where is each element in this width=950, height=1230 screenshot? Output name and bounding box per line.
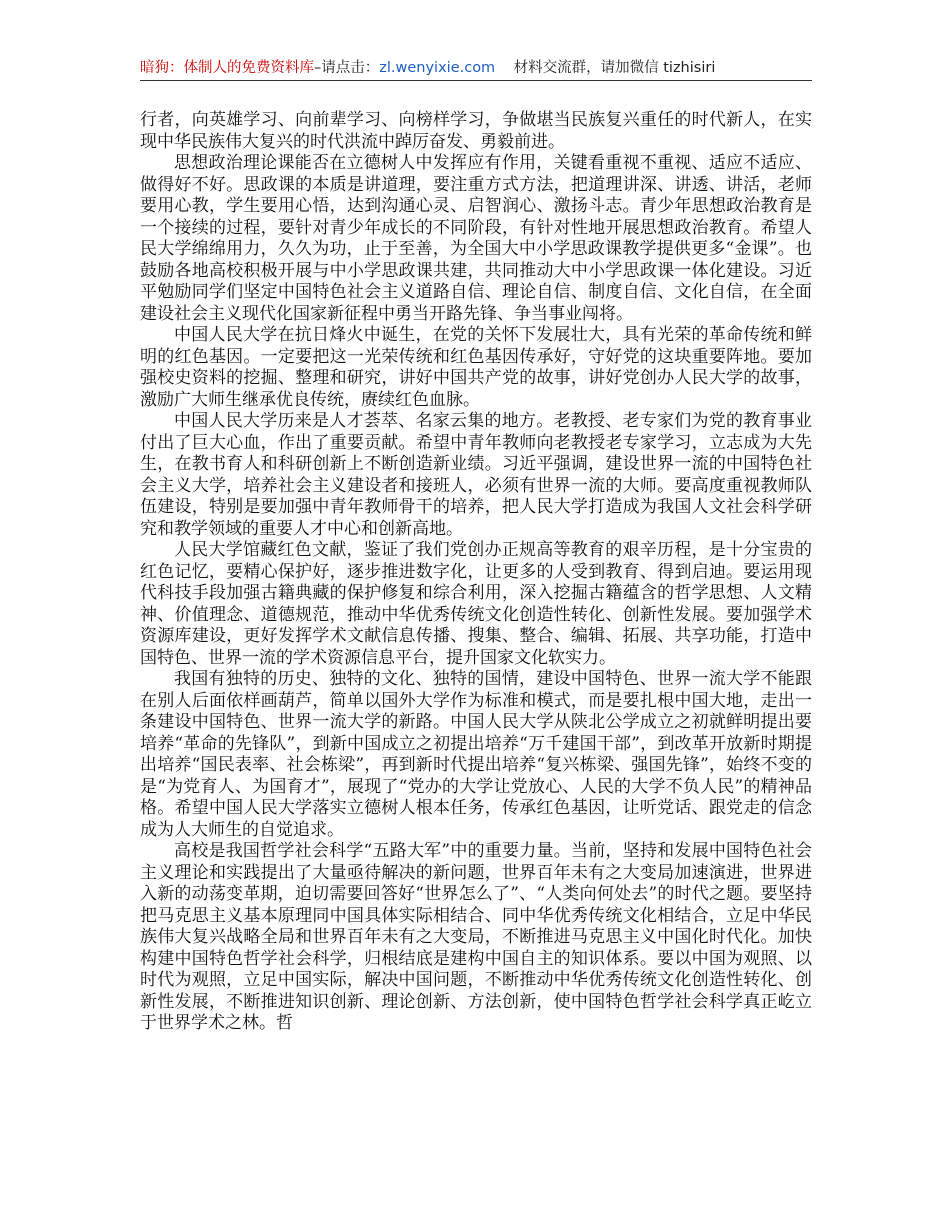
paragraph: 我国有独特的历史、独特的文化、独特的国情，建设中国特色、世界一流大学不能跟在别人后面依样画葫芦，简单以国外大学作为标准和模式，而是要扎根中国大地，走出一条建设中国特色、世界一流大学的新路。中国人民大学从陕北公学成立之初就鲜明提出要培养“革命的先锋队”，到新中国成立之初提出培养“万千建国干部”，到改革开放新时期提出培养“国民表率、社会栋梁”，再到新时代提出培养“复兴栋梁、强国先锋”，始终不变的是“为党育人、为国育才”，展现了“党办的大学让党放心、人民的大学不负人民”的精神品格。希望中国人民大学落实立德树人根本任务，传承红色基因，让听党话、跟党走的信念成为人大师生的自觉追求。 (140, 669, 812, 840)
header-click-prompt: –请点击： (314, 60, 380, 76)
paragraph: 人民大学馆藏红色文献，鉴证了我们党创办正规高等教育的艰辛历程，是十分宝贵的红色记忆，要精心保护好，逐步推进数字化，让更多的人受到教育、得到启迪。要运用现代科技手段加强古籍典藏的保护修复和综合利用，深入挖掘古籍蕴含的哲学思想、人文精神、价值理念、道德规范，推动中华优秀传统文化创造性转化、创新性发展。要加强学术资源库建设，更好发挥学术文献信息传播、搜集、整合、编辑、拓展、共享功能，打造中国特色、世界一流的学术资源信息平台，提升国家文化软实力。 (140, 540, 812, 668)
paragraph: 中国人民大学在抗日烽火中诞生，在党的关怀下发展壮大，具有光荣的革命传统和鲜明的红色基因。一定要把这一光荣传统和红色基因传承好，守好党的这块重要阵地。要加强校史资料的挖掘、整理和研究，讲好中国共产党的故事，讲好党创办人民大学的故事，激励广大师生继承优良传统，赓续红色血脉。 (140, 325, 812, 410)
header-contact: 材料交流群，请加微信 tizhisiri (513, 60, 716, 76)
header-link[interactable]: zl.wenyixie.com (379, 60, 496, 76)
paragraph: 高校是我国哲学社会科学“五路大军”中的重要力量。当前，坚持和发展中国特色社会主义理论和实践提出了大量亟待解决的新问题，世界百年未有之大变局加速演进，世界进入新的动荡变革期，迫切需要回答好“世界怎么了”、“人类向何处去”的时代之题。要坚持把马克思主义基本原理同中国具体实际相结合、同中华优秀传统文化相结合，立足中华民族伟大复兴战略全局和世界百年未有之大变局，不断推进马克思主义中国化时代化。加快构建中国特色哲学社会科学，归根结底是建构中国自主的知识体系。要以中国为观照、以时代为观照，立足中国实际，解决中国问题，不断推动中华优秀传统文化创造性转化、创新性发展，不断推进知识创新、理论创新、方法创新，使中国特色哲学社会科学真正屹立于世界学术之林。哲 (140, 841, 812, 1033)
document-body (140, 110, 812, 1035)
header-divider (140, 80, 812, 81)
paragraph: 思想政治理论课能否在立德树人中发挥应有作用，关键看重视不重视、适应不适应、做得好不好。思政课的本质是讲道理，要注重方式方法，把道理讲深、讲透、讲活，老师要用心教，学生要用心悟，达到沟通心灵、启智润心、激扬斗志。青少年思想政治教育是一个接续的过程，要针对青少年成长的不同阶段，有针对性地开展思想政治教育。希望人民大学绵绵用力，久久为功，止于至善，为全国大中小学思政课教学提供更多“金课”。也鼓励各地高校积极开展与中小学思政课共建，共同推动大中小学思政课一体化建设。习近平勉励同学们坚定中国特色社会主义道路自信、理论自信、制度自信、文化自信，在全面建设社会主义现代化国家新征程中勇当开路先锋、争当事业闯将。 (140, 153, 812, 324)
header-brand: 暗狗：体制人的免费资料库 (140, 60, 314, 76)
paragraph: 中国人民大学历来是人才荟萃、名家云集的地方。老教授、老专家们为党的教育事业付出了巨大心血，作出了重要贡献。希望中青年教师向老教授老专家学习，立志成为大先生，在教书育人和科研创新上不断创造新业绩。习近平强调，建设世界一流的中国特色社会主义大学，培养社会主义建设者和接班人，必须有世界一流的大师。要高度重视教师队伍建设，特别是要加强中青年教师骨干的培养，把人民大学打造成为我国人文社会科学研究和教学领域的重要人才中心和创新高地。 (140, 411, 812, 539)
paragraph: 行者，向英雄学习、向前辈学习、向榜样学习，争做堪当民族复兴重任的时代新人，在实现中华民族伟大复兴的时代洪流中踔厉奋发、勇毅前进。 (140, 110, 812, 152)
page-header (140, 58, 812, 78)
